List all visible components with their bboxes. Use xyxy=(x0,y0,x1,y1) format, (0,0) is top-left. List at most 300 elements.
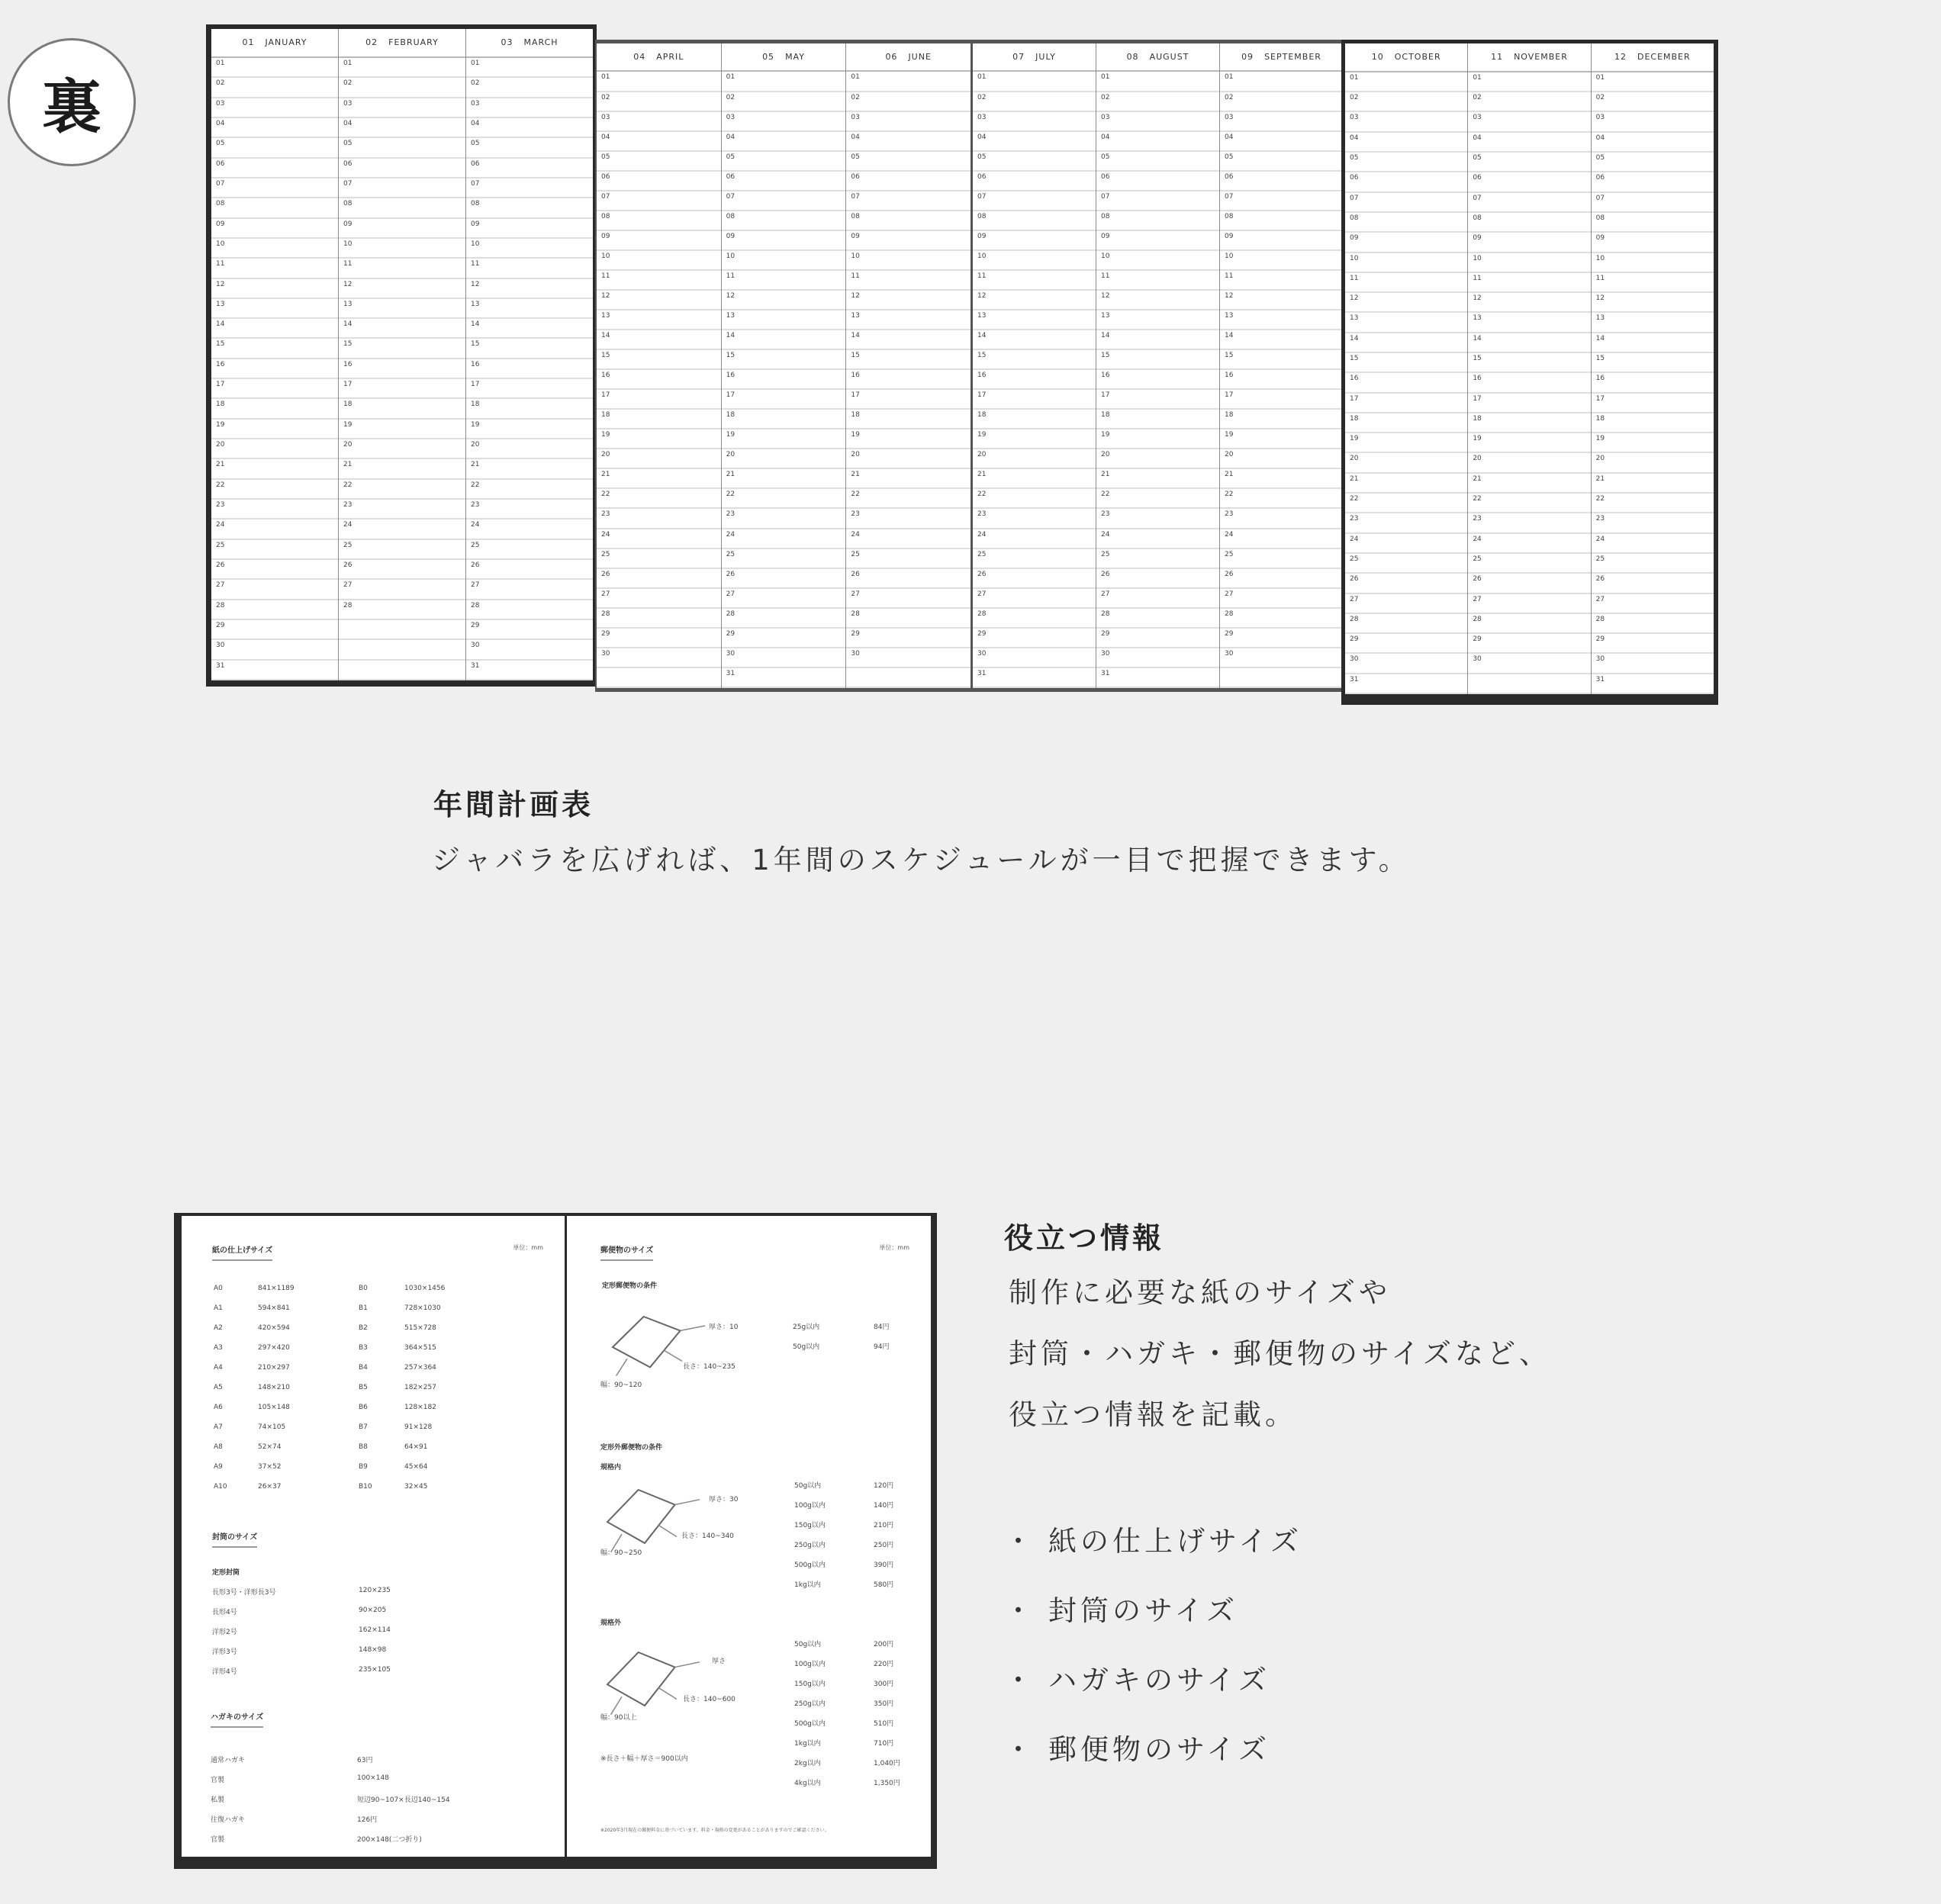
day-row[interactable]: 26 xyxy=(339,560,465,580)
day-row[interactable]: 24 xyxy=(1096,529,1219,549)
day-row[interactable]: 23 xyxy=(722,509,846,529)
day-row[interactable]: 22 xyxy=(1468,494,1590,513)
day-row[interactable]: 18 xyxy=(1345,413,1467,433)
day-row[interactable]: 13 xyxy=(846,310,970,330)
day-row[interactable]: 02 xyxy=(1592,92,1714,112)
day-row[interactable]: 21 xyxy=(211,459,338,479)
day-row[interactable]: 01 xyxy=(466,58,593,78)
day-row[interactable]: 16 xyxy=(722,370,846,390)
day-row[interactable]: 03 xyxy=(211,98,338,118)
day-row[interactable]: 21 xyxy=(1220,469,1343,489)
day-row[interactable]: 12 xyxy=(1096,291,1219,310)
day-row[interactable]: 05 xyxy=(1096,152,1219,172)
day-row[interactable]: 02 xyxy=(466,78,593,98)
day-row[interactable]: 09 xyxy=(973,231,1096,251)
day-row[interactable]: 04 xyxy=(211,118,338,138)
day-row[interactable]: 20 xyxy=(1096,449,1219,469)
day-row[interactable]: 10 xyxy=(597,251,721,271)
day-row[interactable]: 06 xyxy=(1220,172,1343,191)
day-row[interactable]: 11 xyxy=(1345,273,1467,293)
day-row[interactable]: 18 xyxy=(722,410,846,429)
day-row[interactable]: 13 xyxy=(1096,310,1219,330)
day-row[interactable]: 07 xyxy=(1096,191,1219,211)
day-row[interactable]: 15 xyxy=(1468,353,1590,373)
day-row[interactable]: 25 xyxy=(1592,554,1714,574)
day-row[interactable]: 29 xyxy=(597,629,721,648)
day-row[interactable]: 06 xyxy=(466,159,593,178)
day-row[interactable]: 19 xyxy=(973,429,1096,449)
day-row[interactable]: 24 xyxy=(339,519,465,539)
day-row[interactable]: 06 xyxy=(722,172,846,191)
day-row[interactable]: 17 xyxy=(1468,394,1590,413)
day-row[interactable]: 17 xyxy=(1096,390,1219,410)
day-row[interactable]: 12 xyxy=(597,291,721,310)
day-row[interactable]: 17 xyxy=(722,390,846,410)
day-row[interactable]: 08 xyxy=(846,211,970,231)
day-row[interactable]: 30 xyxy=(1096,648,1219,668)
day-row[interactable]: 18 xyxy=(1096,410,1219,429)
day-row[interactable]: 27 xyxy=(339,580,465,600)
day-row[interactable]: 29 xyxy=(211,620,338,640)
day-row[interactable]: 22 xyxy=(597,489,721,509)
day-row[interactable]: 17 xyxy=(597,390,721,410)
day-row[interactable]: 21 xyxy=(973,469,1096,489)
day-row[interactable]: 24 xyxy=(211,519,338,539)
day-row[interactable]: 27 xyxy=(1592,594,1714,614)
day-row[interactable]: 23 xyxy=(1345,513,1467,533)
day-row[interactable]: 24 xyxy=(846,529,970,549)
day-row[interactable]: 22 xyxy=(466,480,593,500)
day-row[interactable]: 09 xyxy=(1468,233,1590,252)
day-row[interactable]: 02 xyxy=(722,92,846,112)
day-row[interactable]: 16 xyxy=(1468,373,1590,393)
day-row[interactable]: 22 xyxy=(211,480,338,500)
day-row[interactable]: 12 xyxy=(339,279,465,299)
day-row[interactable]: 20 xyxy=(1345,453,1467,473)
day-row[interactable]: 30 xyxy=(846,648,970,668)
day-row[interactable]: 05 xyxy=(466,138,593,158)
day-row[interactable]: 25 xyxy=(597,549,721,569)
day-row[interactable]: 07 xyxy=(846,191,970,211)
day-row[interactable]: 26 xyxy=(1345,574,1467,593)
day-row[interactable]: 23 xyxy=(846,509,970,529)
day-row[interactable]: 25 xyxy=(1468,554,1590,574)
day-row[interactable]: 01 xyxy=(1220,72,1343,92)
day-row[interactable]: 19 xyxy=(597,429,721,449)
day-row[interactable]: 03 xyxy=(1592,112,1714,132)
day-row[interactable]: 30 xyxy=(597,648,721,668)
day-row[interactable]: 14 xyxy=(1096,330,1219,350)
day-row[interactable]: 15 xyxy=(1096,350,1219,370)
day-row[interactable]: 11 xyxy=(722,271,846,291)
day-row[interactable]: 06 xyxy=(1592,172,1714,192)
day-row[interactable]: 05 xyxy=(211,138,338,158)
day-row[interactable]: 24 xyxy=(1592,534,1714,554)
day-row[interactable]: 12 xyxy=(1345,293,1467,313)
day-row[interactable]: 12 xyxy=(973,291,1096,310)
day-row[interactable]: 05 xyxy=(1220,152,1343,172)
day-row[interactable]: 09 xyxy=(1592,233,1714,252)
day-row[interactable]: 28 xyxy=(1220,609,1343,629)
day-row[interactable]: 23 xyxy=(339,500,465,519)
day-row[interactable] xyxy=(339,661,465,680)
day-row[interactable]: 02 xyxy=(1345,92,1467,112)
day-row[interactable]: 18 xyxy=(1220,410,1343,429)
day-row[interactable]: 15 xyxy=(339,339,465,359)
day-row[interactable]: 25 xyxy=(722,549,846,569)
day-row[interactable]: 04 xyxy=(973,132,1096,152)
day-row[interactable]: 27 xyxy=(846,589,970,609)
day-row[interactable]: 20 xyxy=(466,439,593,459)
day-row[interactable]: 28 xyxy=(846,609,970,629)
day-row[interactable]: 16 xyxy=(466,359,593,379)
day-row[interactable]: 23 xyxy=(973,509,1096,529)
day-row[interactable]: 14 xyxy=(722,330,846,350)
day-row[interactable]: 15 xyxy=(211,339,338,359)
day-row[interactable]: 30 xyxy=(1468,654,1590,674)
day-row[interactable]: 27 xyxy=(1220,589,1343,609)
day-row[interactable]: 27 xyxy=(1096,589,1219,609)
day-row[interactable]: 22 xyxy=(846,489,970,509)
day-row[interactable]: 21 xyxy=(1592,474,1714,494)
day-row[interactable]: 24 xyxy=(973,529,1096,549)
day-row[interactable]: 25 xyxy=(1096,549,1219,569)
day-row[interactable]: 17 xyxy=(466,379,593,399)
day-row[interactable]: 08 xyxy=(1468,213,1590,233)
day-row[interactable]: 29 xyxy=(1220,629,1343,648)
day-row[interactable]: 26 xyxy=(846,569,970,589)
day-row[interactable]: 09 xyxy=(1096,231,1219,251)
day-row[interactable]: 26 xyxy=(973,569,1096,589)
day-row[interactable]: 07 xyxy=(722,191,846,211)
day-row[interactable]: 14 xyxy=(846,330,970,350)
day-row[interactable]: 16 xyxy=(973,370,1096,390)
day-row[interactable]: 03 xyxy=(466,98,593,118)
day-row[interactable]: 30 xyxy=(1345,654,1467,674)
day-row[interactable]: 10 xyxy=(1220,251,1343,271)
day-row[interactable]: 22 xyxy=(973,489,1096,509)
day-row[interactable]: 10 xyxy=(466,239,593,259)
day-row[interactable]: 29 xyxy=(722,629,846,648)
day-row[interactable]: 24 xyxy=(722,529,846,549)
day-row[interactable]: 08 xyxy=(1345,213,1467,233)
day-row[interactable]: 24 xyxy=(1220,529,1343,549)
day-row[interactable]: 06 xyxy=(211,159,338,178)
day-row[interactable]: 29 xyxy=(846,629,970,648)
day-row[interactable]: 09 xyxy=(466,219,593,239)
day-row[interactable]: 20 xyxy=(973,449,1096,469)
day-row[interactable]: 08 xyxy=(722,211,846,231)
day-row[interactable]: 27 xyxy=(597,589,721,609)
day-row[interactable]: 20 xyxy=(722,449,846,469)
day-row[interactable]: 30 xyxy=(973,648,1096,668)
day-row[interactable]: 02 xyxy=(339,78,465,98)
day-row[interactable]: 11 xyxy=(846,271,970,291)
day-row[interactable]: 28 xyxy=(211,600,338,620)
day-row[interactable]: 03 xyxy=(973,112,1096,132)
day-row[interactable]: 29 xyxy=(466,620,593,640)
day-row[interactable]: 13 xyxy=(597,310,721,330)
day-row[interactable]: 10 xyxy=(1468,253,1590,273)
day-row[interactable]: 22 xyxy=(1220,489,1343,509)
day-row[interactable]: 14 xyxy=(1345,333,1467,353)
day-row[interactable]: 12 xyxy=(846,291,970,310)
day-row[interactable]: 19 xyxy=(1468,433,1590,453)
day-row[interactable]: 17 xyxy=(1220,390,1343,410)
day-row[interactable]: 20 xyxy=(1468,453,1590,473)
day-row[interactable]: 27 xyxy=(1345,594,1467,614)
day-row[interactable]: 21 xyxy=(1468,474,1590,494)
day-row[interactable]: 15 xyxy=(1220,350,1343,370)
day-row[interactable]: 05 xyxy=(1468,153,1590,172)
day-row[interactable]: 11 xyxy=(1096,271,1219,291)
day-row[interactable]: 28 xyxy=(1468,614,1590,634)
day-row[interactable]: 19 xyxy=(1220,429,1343,449)
day-row[interactable]: 16 xyxy=(1096,370,1219,390)
day-row[interactable]: 26 xyxy=(597,569,721,589)
day-row[interactable]: 28 xyxy=(466,600,593,620)
day-row[interactable]: 24 xyxy=(597,529,721,549)
day-row[interactable]: 03 xyxy=(846,112,970,132)
day-row[interactable]: 04 xyxy=(597,132,721,152)
day-row[interactable]: 05 xyxy=(1345,153,1467,172)
day-row[interactable]: 13 xyxy=(339,299,465,319)
day-row[interactable]: 20 xyxy=(1592,453,1714,473)
day-row[interactable]: 28 xyxy=(973,609,1096,629)
day-row[interactable]: 01 xyxy=(597,72,721,92)
day-row[interactable]: 21 xyxy=(339,459,465,479)
day-row[interactable]: 01 xyxy=(1345,72,1467,92)
day-row[interactable]: 02 xyxy=(973,92,1096,112)
day-row[interactable]: 26 xyxy=(211,560,338,580)
day-row[interactable]: 11 xyxy=(1592,273,1714,293)
day-row[interactable]: 19 xyxy=(211,420,338,439)
day-row[interactable]: 09 xyxy=(1345,233,1467,252)
day-row[interactable]: 14 xyxy=(466,319,593,339)
day-row[interactable]: 25 xyxy=(1220,549,1343,569)
day-row[interactable]: 05 xyxy=(1592,153,1714,172)
day-row[interactable]: 18 xyxy=(339,399,465,419)
day-row[interactable]: 08 xyxy=(466,198,593,218)
day-row[interactable]: 23 xyxy=(1220,509,1343,529)
day-row[interactable]: 15 xyxy=(722,350,846,370)
day-row[interactable]: 03 xyxy=(722,112,846,132)
day-row[interactable]: 25 xyxy=(339,540,465,560)
day-row[interactable]: 25 xyxy=(211,540,338,560)
day-row[interactable]: 12 xyxy=(1592,293,1714,313)
day-row[interactable]: 01 xyxy=(973,72,1096,92)
day-row[interactable]: 31 xyxy=(466,661,593,680)
day-row[interactable]: 09 xyxy=(211,219,338,239)
day-row[interactable]: 12 xyxy=(722,291,846,310)
day-row[interactable]: 30 xyxy=(466,640,593,660)
day-row[interactable]: 28 xyxy=(1345,614,1467,634)
day-row[interactable]: 16 xyxy=(1220,370,1343,390)
day-row[interactable]: 17 xyxy=(973,390,1096,410)
day-row[interactable]: 19 xyxy=(1592,433,1714,453)
day-row[interactable]: 26 xyxy=(722,569,846,589)
day-row[interactable]: 25 xyxy=(846,549,970,569)
day-row[interactable]: 26 xyxy=(466,560,593,580)
day-row[interactable]: 16 xyxy=(339,359,465,379)
day-row[interactable] xyxy=(339,640,465,660)
day-row[interactable]: 16 xyxy=(846,370,970,390)
day-row[interactable]: 31 xyxy=(1096,668,1219,688)
day-row[interactable]: 23 xyxy=(211,500,338,519)
day-row[interactable]: 25 xyxy=(973,549,1096,569)
day-row[interactable]: 15 xyxy=(1592,353,1714,373)
day-row[interactable]: 06 xyxy=(973,172,1096,191)
day-row[interactable]: 01 xyxy=(1096,72,1219,92)
day-row[interactable]: 27 xyxy=(722,589,846,609)
day-row[interactable]: 28 xyxy=(722,609,846,629)
day-row[interactable]: 18 xyxy=(211,399,338,419)
day-row[interactable]: 14 xyxy=(973,330,1096,350)
day-row[interactable]: 27 xyxy=(973,589,1096,609)
day-row[interactable]: 04 xyxy=(1220,132,1343,152)
day-row[interactable]: 06 xyxy=(597,172,721,191)
day-row[interactable]: 15 xyxy=(846,350,970,370)
day-row[interactable]: 10 xyxy=(973,251,1096,271)
day-row[interactable]: 27 xyxy=(1468,594,1590,614)
day-row[interactable]: 11 xyxy=(973,271,1096,291)
day-row[interactable]: 10 xyxy=(211,239,338,259)
day-row[interactable]: 03 xyxy=(1220,112,1343,132)
day-row[interactable] xyxy=(339,620,465,640)
day-row[interactable]: 02 xyxy=(1220,92,1343,112)
day-row[interactable]: 26 xyxy=(1220,569,1343,589)
day-row[interactable]: 18 xyxy=(973,410,1096,429)
day-row[interactable]: 11 xyxy=(1468,273,1590,293)
day-row[interactable]: 17 xyxy=(339,379,465,399)
day-row[interactable]: 14 xyxy=(1592,333,1714,353)
day-row[interactable]: 11 xyxy=(597,271,721,291)
day-row[interactable]: 29 xyxy=(1345,634,1467,654)
day-row[interactable]: 21 xyxy=(597,469,721,489)
day-row[interactable]: 29 xyxy=(1592,634,1714,654)
day-row[interactable]: 14 xyxy=(1220,330,1343,350)
day-row[interactable]: 01 xyxy=(722,72,846,92)
day-row[interactable]: 02 xyxy=(1096,92,1219,112)
day-row[interactable]: 12 xyxy=(466,279,593,299)
day-row[interactable]: 18 xyxy=(1592,413,1714,433)
day-row[interactable]: 17 xyxy=(1345,394,1467,413)
day-row[interactable]: 12 xyxy=(211,279,338,299)
day-row[interactable]: 07 xyxy=(597,191,721,211)
day-row[interactable]: 16 xyxy=(1345,373,1467,393)
day-row[interactable]: 26 xyxy=(1592,574,1714,593)
day-row[interactable]: 10 xyxy=(846,251,970,271)
day-row[interactable]: 31 xyxy=(211,661,338,680)
day-row[interactable]: 03 xyxy=(339,98,465,118)
day-row[interactable]: 07 xyxy=(1220,191,1343,211)
day-row[interactable]: 04 xyxy=(722,132,846,152)
day-row[interactable]: 06 xyxy=(1096,172,1219,191)
day-row[interactable]: 07 xyxy=(211,178,338,198)
day-row[interactable]: 19 xyxy=(846,429,970,449)
day-row[interactable]: 04 xyxy=(1468,133,1590,153)
day-row[interactable]: 04 xyxy=(1592,133,1714,153)
day-row[interactable]: 31 xyxy=(722,668,846,688)
day-row[interactable]: 08 xyxy=(1096,211,1219,231)
day-row[interactable]: 21 xyxy=(1345,474,1467,494)
day-row[interactable]: 19 xyxy=(1096,429,1219,449)
day-row[interactable]: 14 xyxy=(1468,333,1590,353)
day-row[interactable]: 24 xyxy=(1345,534,1467,554)
day-row[interactable]: 28 xyxy=(1096,609,1219,629)
day-row[interactable]: 16 xyxy=(597,370,721,390)
day-row[interactable]: 10 xyxy=(722,251,846,271)
day-row[interactable]: 20 xyxy=(1220,449,1343,469)
day-row[interactable]: 03 xyxy=(1096,112,1219,132)
day-row[interactable]: 16 xyxy=(211,359,338,379)
day-row[interactable]: 11 xyxy=(466,259,593,278)
day-row[interactable]: 17 xyxy=(846,390,970,410)
day-row[interactable]: 05 xyxy=(722,152,846,172)
day-row[interactable]: 17 xyxy=(1592,394,1714,413)
day-row[interactable]: 09 xyxy=(722,231,846,251)
day-row[interactable]: 09 xyxy=(1220,231,1343,251)
day-row[interactable]: 06 xyxy=(339,159,465,178)
day-row[interactable]: 22 xyxy=(722,489,846,509)
day-row[interactable]: 08 xyxy=(597,211,721,231)
day-row[interactable]: 04 xyxy=(846,132,970,152)
day-row[interactable]: 04 xyxy=(466,118,593,138)
day-row[interactable]: 23 xyxy=(1468,513,1590,533)
day-row[interactable]: 30 xyxy=(1220,648,1343,668)
day-row[interactable]: 20 xyxy=(339,439,465,459)
day-row[interactable]: 20 xyxy=(211,439,338,459)
day-row[interactable]: 18 xyxy=(846,410,970,429)
day-row[interactable]: 01 xyxy=(846,72,970,92)
day-row[interactable]: 27 xyxy=(211,580,338,600)
day-row[interactable]: 15 xyxy=(466,339,593,359)
day-row[interactable]: 13 xyxy=(466,299,593,319)
day-row[interactable]: 27 xyxy=(466,580,593,600)
day-row[interactable]: 03 xyxy=(597,112,721,132)
day-row[interactable]: 19 xyxy=(722,429,846,449)
day-row[interactable]: 28 xyxy=(1592,614,1714,634)
day-row[interactable]: 08 xyxy=(339,198,465,218)
day-row[interactable]: 29 xyxy=(973,629,1096,648)
day-row[interactable]: 13 xyxy=(1592,313,1714,333)
day-row[interactable] xyxy=(1220,668,1343,688)
day-row[interactable]: 22 xyxy=(1096,489,1219,509)
day-row[interactable]: 07 xyxy=(1345,193,1467,213)
day-row[interactable]: 21 xyxy=(722,469,846,489)
day-row[interactable]: 12 xyxy=(1468,293,1590,313)
day-row[interactable]: 01 xyxy=(339,58,465,78)
day-row[interactable]: 17 xyxy=(211,379,338,399)
day-row[interactable]: 25 xyxy=(466,540,593,560)
day-row[interactable]: 14 xyxy=(211,319,338,339)
day-row[interactable]: 18 xyxy=(466,399,593,419)
day-row[interactable]: 15 xyxy=(1345,353,1467,373)
day-row[interactable]: 19 xyxy=(466,420,593,439)
day-row[interactable]: 11 xyxy=(339,259,465,278)
day-row[interactable]: 09 xyxy=(339,219,465,239)
day-row[interactable]: 29 xyxy=(1096,629,1219,648)
day-row[interactable]: 18 xyxy=(597,410,721,429)
day-row[interactable]: 04 xyxy=(1096,132,1219,152)
day-row[interactable]: 11 xyxy=(211,259,338,278)
day-row[interactable]: 15 xyxy=(597,350,721,370)
day-row[interactable]: 22 xyxy=(1592,494,1714,513)
day-row[interactable]: 13 xyxy=(1220,310,1343,330)
day-row[interactable]: 12 xyxy=(1220,291,1343,310)
day-row[interactable]: 06 xyxy=(1468,172,1590,192)
day-row[interactable]: 10 xyxy=(339,239,465,259)
